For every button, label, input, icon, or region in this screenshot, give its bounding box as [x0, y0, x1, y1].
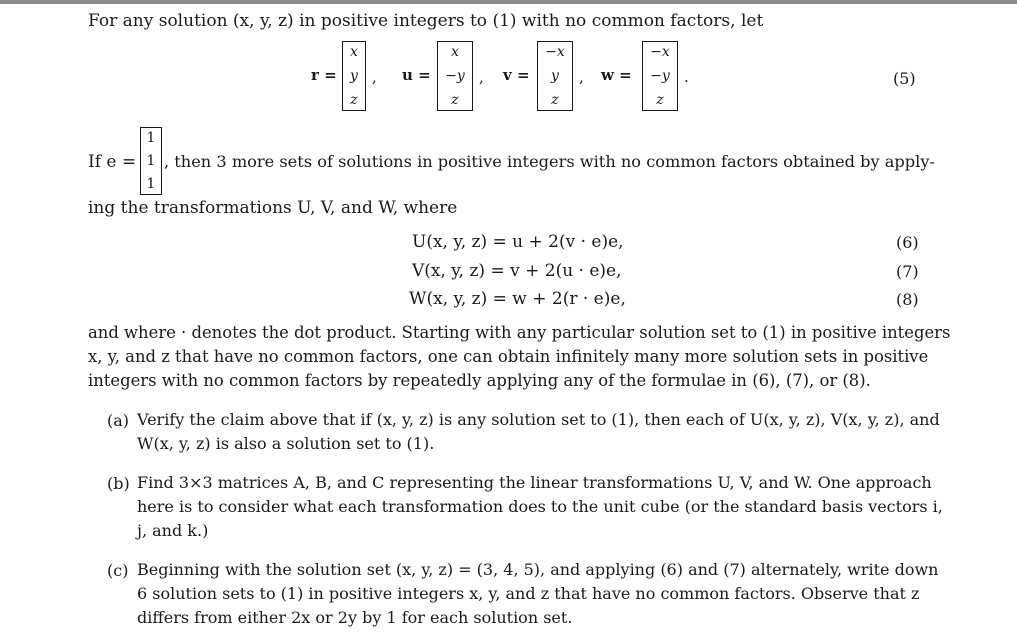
- r-label: r =: [311, 66, 337, 84]
- u-suffix: ,: [479, 68, 484, 86]
- e-label: If e =: [88, 152, 137, 172]
- w-suffix: .: [684, 68, 689, 86]
- item-c-line-1: Beginning with the solution set (x, y, z) = (3, 4, 5), and applying (6) and (7) alternately, write down: [137, 560, 939, 579]
- e-entry-2: 1: [146, 153, 156, 169]
- item-b-line-2: here is to consider what each transformation does to the unit cube (or the standard basis vectors i,: [137, 497, 943, 516]
- u-vector: [437, 41, 473, 111]
- e-entry-3: 1: [146, 176, 156, 192]
- r-suffix: ,: [372, 68, 377, 86]
- paragraph-line-2: x, y, and z that have no common factors, one can obtain infinitely many more solution sets in positive: [88, 347, 929, 366]
- v-label: v =: [503, 66, 530, 84]
- w-entry-1: −x: [650, 44, 670, 60]
- w-vector: [642, 41, 678, 111]
- e-text: , then 3 more sets of solutions in positive integers with no common factors obtained by apply-: [164, 152, 935, 171]
- item-a-line-1: Verify the claim above that if (x, y, z) is any solution set to (1), then each of U(x, y, z), V(x, y, z), and: [137, 410, 940, 429]
- v-entry-1: −x: [545, 44, 565, 60]
- equation-number-6: (6): [896, 233, 919, 252]
- item-c-line-2: 6 solution sets to (1) in positive integers x, y, and z that have no common factors. Observe that z: [137, 584, 920, 603]
- v-entry-3: z: [551, 92, 559, 108]
- v-entry-2: y: [551, 68, 559, 84]
- w-entry-3: z: [656, 92, 664, 108]
- equation-8: W(x, y, z) = w + 2(r · e)e,: [409, 289, 626, 309]
- u-entry-3: z: [451, 92, 459, 108]
- r-entry-2: y: [350, 68, 358, 84]
- r-entry-3: z: [350, 92, 358, 108]
- equation-7: V(x, y, z) = v + 2(u · e)e,: [412, 261, 622, 281]
- item-b-line-1: Find 3×3 matrices A, B, and C representing the linear transformations U, V, and W. One approach: [137, 473, 932, 492]
- w-label: w =: [601, 66, 632, 84]
- e-vector: [140, 127, 162, 195]
- v-vector: [537, 41, 573, 111]
- w-entry-2: −y: [650, 68, 670, 84]
- item-b-line-3: j, and k.): [137, 521, 209, 540]
- r-entry-1: x: [350, 44, 358, 60]
- paragraph-line-3: integers with no common factors by repeatedly applying any of the formulae in (6), (7), or (8).: [88, 371, 871, 390]
- item-c-label: (c): [107, 561, 129, 580]
- u-entry-1: x: [451, 44, 459, 60]
- e-text-continued: ing the transformations U, V, and W, where: [88, 198, 458, 218]
- item-a-line-2: W(x, y, z) is also a solution set to (1).: [137, 434, 435, 453]
- item-b-label: (b): [107, 474, 130, 493]
- top-border: [0, 0, 1017, 4]
- item-c-line-3: differs from either 2x or 2y by 1 for each solution set.: [137, 608, 573, 627]
- item-a-label: (a): [107, 411, 130, 430]
- equation-number-5: (5): [893, 69, 916, 88]
- v-suffix: ,: [579, 68, 584, 86]
- u-label: u =: [402, 66, 431, 84]
- u-entry-2: −y: [445, 68, 465, 84]
- r-vector: [342, 41, 366, 111]
- intro-text: For any solution (x, y, z) in positive integers to (1) with no common factors, let: [88, 11, 764, 31]
- equation-6: U(x, y, z) = u + 2(v · e)e,: [412, 232, 624, 252]
- e-entry-1: 1: [146, 130, 156, 146]
- equation-number-7: (7): [896, 262, 919, 281]
- equation-number-8: (8): [896, 290, 919, 309]
- paragraph-line-1: and where · denotes the dot product. Starting with any particular solution set to (1) in positive integers: [88, 323, 951, 342]
